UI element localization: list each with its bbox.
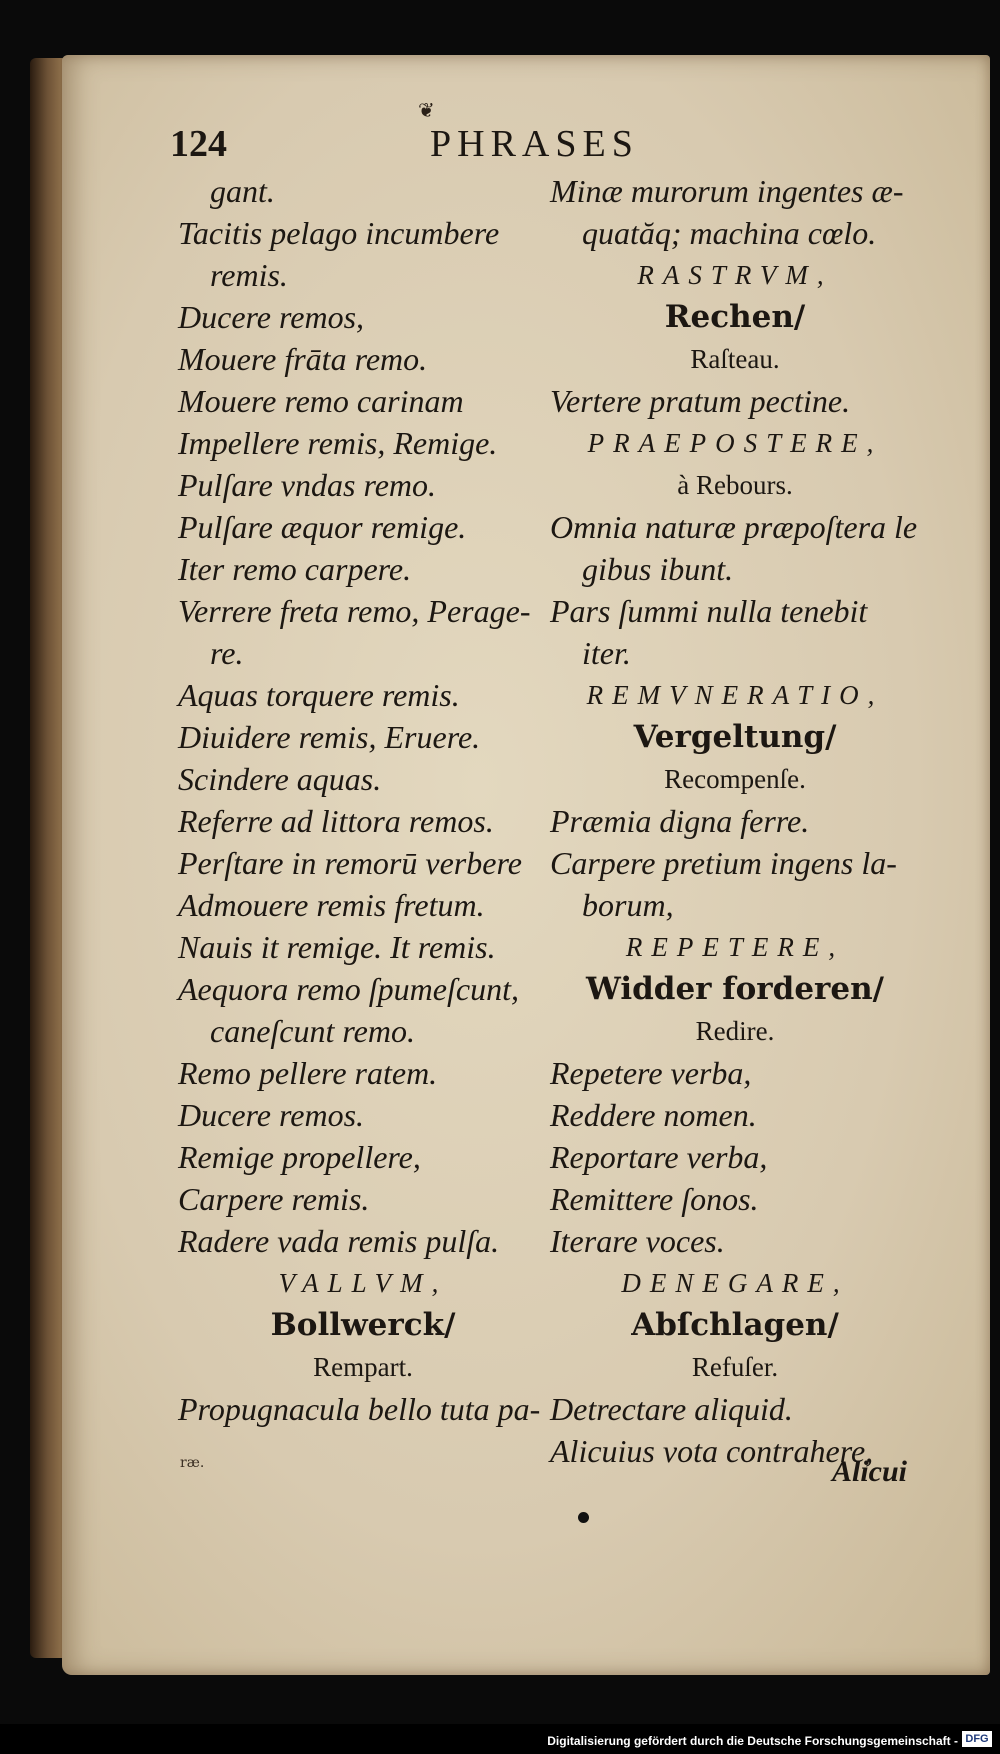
text-line: Pulſare vndas remo. [178, 467, 437, 503]
text-line: Aequora remo ſpumeſcunt, [178, 971, 519, 1007]
text-line-continuation: remis. [210, 257, 288, 293]
text-line-continuation: gant. [210, 173, 275, 209]
text-line-continuation: gibus ibunt. [582, 551, 734, 587]
text-line: Iter remo carpere. [178, 551, 412, 587]
text-line: Repetere verba, [550, 1055, 752, 1091]
text-line: Impellere remis, Remige. [178, 425, 498, 461]
text-line: Propugnacula bello tuta pa- [178, 1391, 541, 1427]
entry-heading-latin: RASTRVM, [637, 260, 833, 290]
text-line: Ducere remos. [178, 1097, 365, 1133]
entry-heading-german: Abſchlagen/ [631, 1307, 839, 1343]
text-line: Minæ murorum ingentes æ- [550, 173, 904, 209]
ink-blot-ornament: ❦ [418, 98, 435, 122]
entry-heading-german: Bollwerck/ [270, 1307, 456, 1343]
entry-heading-german: Widder forderen/ [586, 971, 884, 1007]
text-line: Carpere remis. [178, 1181, 370, 1217]
text-line: Tacitis pelago incumbere [178, 215, 500, 251]
running-title: PHRASES [430, 123, 639, 165]
text-line: Verrere freta remo, Perage- [178, 593, 531, 629]
entry-heading-french: à Rebours. [677, 470, 793, 500]
catchword: Alicui [832, 1455, 908, 1488]
text-line: Reddere nomen. [550, 1097, 757, 1133]
text-line-continuation: re. [210, 635, 244, 671]
text-line: Reportare verba, [550, 1139, 768, 1175]
entry-heading-french: Rempart. [313, 1352, 413, 1382]
entry-heading-latin: DENEGARE, [621, 1268, 849, 1298]
text-line: Referre ad littora remos. [178, 803, 494, 839]
text-line: Aquas torquere remis. [178, 677, 460, 713]
text-line: Iterare voces. [550, 1223, 725, 1259]
entry-heading-german: Vergeltung/ [633, 719, 837, 755]
entry-heading-latin: REMVNERATIO, [586, 680, 884, 710]
left-tail-fragment: ræ. [180, 1455, 205, 1471]
text-line-continuation: quatăq; machina cœlo. [582, 215, 877, 251]
dfg-logo: DFG [962, 1731, 992, 1747]
text-line: Nauis it remige. It remis. [178, 929, 496, 965]
text-line: Mouere remo carinam [178, 383, 464, 419]
credit-bar [0, 1724, 1000, 1754]
text-line: Perſtare in remorū verbere [178, 845, 522, 881]
text-line: Ducere remos, [178, 299, 365, 335]
entry-heading-french: Refuſer. [691, 1352, 779, 1382]
text-line: Pars ſummi nulla tenebit [550, 593, 868, 629]
credit-text: Digitalisierung gefördert durch die Deutsche Forschungsgemeinschaft - [547, 1734, 958, 1748]
entry-heading-french: Redire. [695, 1016, 775, 1046]
entry-heading-latin: VALLVM, [278, 1268, 448, 1298]
text-line: Carpere pretium ingens la- [550, 845, 897, 881]
text-line: Præmia digna ferre. [550, 803, 810, 839]
text-line: Omnia naturæ præpoſtera le [550, 509, 918, 545]
bottom-dot [578, 1512, 589, 1523]
entry-heading-latin: PRAEPOSTERE, [587, 428, 883, 458]
page-number: 124 [170, 123, 227, 165]
text-line: Remittere ſonos. [550, 1181, 759, 1217]
right-column [550, 170, 920, 1472]
entry-heading-french: Raſteau. [690, 344, 780, 374]
entry-heading-latin: REPETERE, [625, 932, 845, 962]
text-line: Alicuius vota contrahere, [550, 1433, 874, 1469]
text-line-continuation: caneſcunt remo. [210, 1013, 415, 1049]
text-line: Diuidere remis, Eruere. [178, 719, 481, 755]
text-line: Detrectare aliquid. [550, 1391, 793, 1427]
text-line: Mouere frāta remo. [178, 341, 428, 377]
left-column [178, 170, 548, 1430]
text-line: Remo pellere ratem. [178, 1055, 438, 1091]
text-line: Admouere remis fretum. [178, 887, 485, 923]
text-line: Radere vada remis pulſa. [178, 1223, 500, 1259]
entry-heading-french: Recompenſe. [664, 764, 806, 794]
text-line: Remige propellere, [178, 1139, 421, 1175]
text-line-continuation: borum, [582, 887, 674, 923]
text-line-continuation: iter. [582, 635, 631, 671]
entry-heading-german: Rechen/ [664, 299, 806, 335]
text-line: Pulſare æquor remige. [178, 509, 467, 545]
text-line: Scindere aquas. [178, 761, 382, 797]
running-head [170, 122, 970, 172]
text-line: Vertere pratum pectine. [550, 383, 851, 419]
